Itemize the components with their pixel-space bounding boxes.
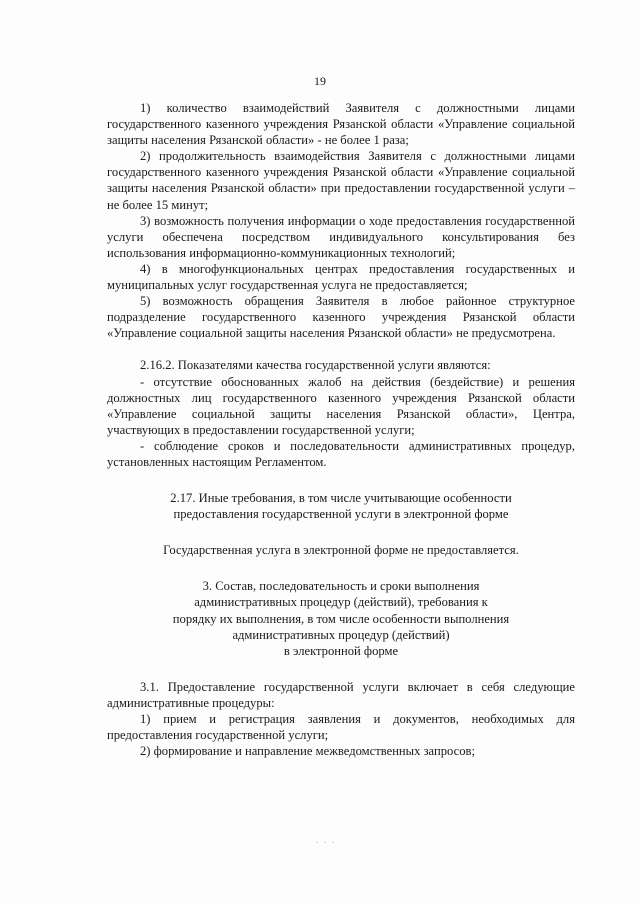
paragraph: 3) возможность получения информации о ходе предоставления государственной услуги обеспечена посредством индивидуального консультирования без использования информационно-коммуникационных технологий; xyxy=(107,213,575,260)
section-3-heading-line: 3. Состав, последовательность и сроки выполнения xyxy=(202,579,480,594)
paragraph: 5) возможность обращения Заявителя в любое районное структурное подразделение государственного казенного учреждения Рязанской области «Управление социальной защиты населения Рязанской области» не предусмотрена. xyxy=(107,294,575,341)
paragraph: 3.1. Предоставление государственной услуги включает в себя следующие административные процедуры: xyxy=(107,679,575,710)
paragraph: 2) продолжительность взаимодействия Заявителя с должностными лицами государственного казенного учреждения Рязанской области «Управление социальной защиты населения Рязанской области» при предоставлении государственной услуги – не более 15 минут; xyxy=(107,149,575,212)
page-body xyxy=(107,100,575,759)
section-3-heading-line: порядку их выполнения, в том числе особенности выполнения xyxy=(172,611,510,626)
section-2-17-heading-line: 2.17. Иные требования, в том числе учитывающие особенности xyxy=(170,491,512,506)
section-3-heading-line: административных процедур (действий) xyxy=(232,627,450,642)
paragraph: 1) прием и регистрация заявления и документов, необходимых для предоставления государственной услуги; xyxy=(107,712,575,743)
section-2-17-heading-line: предоставления государственной услуги в электронной форме xyxy=(173,507,509,522)
paragraph: - отсутствие обоснованных жалоб на действия (бездействие) и решения должностных лиц государственного казенного учреждения Рязанской области «Управление социальной защиты населения Рязанской области», Центра, участвующих в предоставлении государственной услуги; xyxy=(107,374,575,437)
paragraph: - соблюдение сроков и последовательности административных процедур, установленных настоящим Регламентом. xyxy=(107,438,575,469)
paragraph: 4) в многофункциональных центрах предоставления государственных и муниципальных услуг государственная услуга не предоставляется; xyxy=(107,261,575,293)
section-3-heading-line: административных процедур (действий), требования к xyxy=(194,595,488,610)
section-3-heading-line: в электронной форме xyxy=(283,643,399,658)
section-2-16-2-title: 2.16.2. Показателями качества государственной услуги являются: xyxy=(140,358,491,373)
paragraph: 1) количество взаимодействий Заявителя с должностными лицами государственного казенного учреждения Рязанской области «Управление социальной защиты населения Рязанской области» - не более 1 раза; xyxy=(107,101,575,148)
electronic-form-note: Государственная услуга в электронной форме не предоставляется. xyxy=(163,543,519,558)
scan-artifact: . . . xyxy=(316,836,336,845)
page-number: 19 xyxy=(314,74,326,88)
paragraph: 2) формирование и направление межведомственных запросов; xyxy=(140,744,475,759)
